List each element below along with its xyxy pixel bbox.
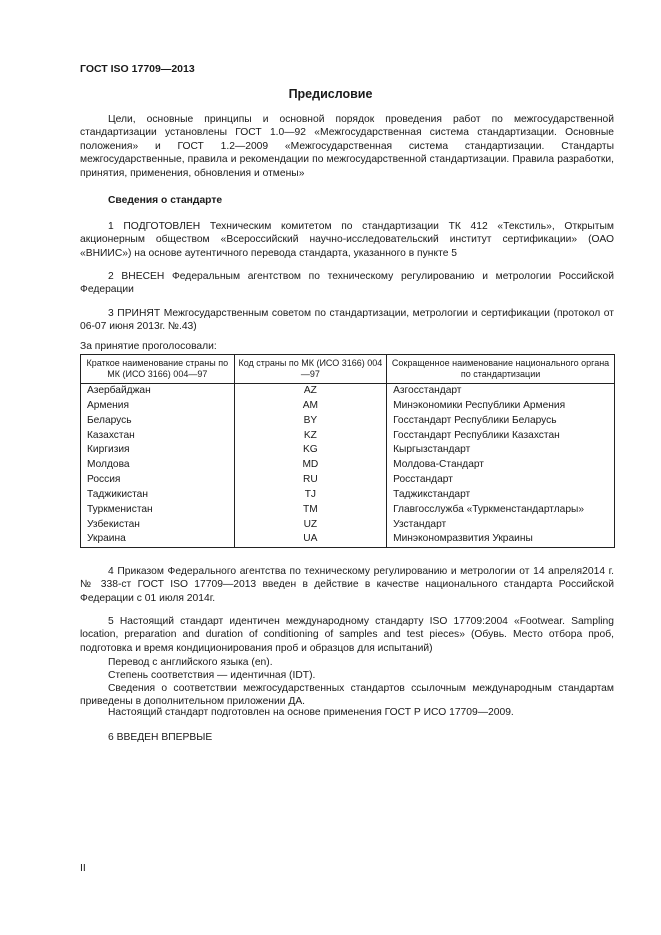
item-5-translation-note: Перевод с английского языка (en). — [108, 657, 273, 668]
standards-body: Госстандарт Республики Казахстан — [387, 429, 615, 444]
country-code: AM — [234, 399, 386, 414]
table-row — [81, 399, 615, 414]
page-title: Предисловие — [288, 87, 373, 101]
standards-body: Минэкономики Республики Армения — [387, 399, 615, 414]
country-code: BY — [234, 414, 386, 429]
country-code: TJ — [234, 488, 386, 503]
country-name: Туркменистан — [81, 503, 235, 518]
table-row — [81, 429, 615, 444]
item-1-paragraph: 1 ПОДГОТОВЛЕН Техническим комитетом по стандартизации ТК 412 «Текстиль», Открытым акционерным обществом «Всероссийский научно-исследовательский институт сертификации» (ОАО «ВНИИС») на основе аутентичного перевода стандарта, указанного в пункте 5 — [80, 221, 614, 259]
header-country-code: Код страны по МК (ИСО 3166) 004—97 — [234, 355, 386, 384]
page-number: II — [80, 862, 86, 874]
header-country-name: Краткое наименование страны по МК (ИСО 3166) 004—97 — [81, 355, 235, 384]
section-heading: Сведения о стандарте — [108, 195, 223, 206]
table-row — [81, 503, 615, 518]
item-4-paragraph: 4 Приказом Федерального агентства по техническому регулированию и метрологии от 14 апреля2014 г. № 338-ст ГОСТ ISO 17709—2013 введен в действие в качестве национального стандарта Российской Федерации с 01 июля 2014г. — [80, 566, 614, 604]
table-row — [81, 443, 615, 458]
standards-body: Узстандарт — [387, 518, 615, 533]
item-5-paragraph: 5 Настоящий стандарт идентичен международному стандарту ISO 17709:2004 «Footwear. Sampling location, preparation and duration of conditioning of samples and test pieces» (Обувь. Место отбора проб, подготовка и время кондиционирования проб и образцов для испытаний) — [80, 616, 614, 654]
standards-body: Росстандарт — [387, 473, 615, 488]
item-5-references-note: Сведения о соответствии межгосударственных стандартов ссылочным международным стандартам приведены в дополнительном приложении ДА. — [80, 683, 614, 708]
intro-paragraph: Цели, основные принципы и основной порядок проведения работ по межгосударственной стандартизации установлены ГОСТ 1.0—92 «Межгосударственная система стандартизации. Основные положения» и ГОСТ 1.2—2009 «Межгосударственная система стандартизации. Стандарты межгосударственные, правила и рекомендации по межгосударственной стандартизации. Правила разработки, принятия, применения, обновления и отмены» — [80, 114, 614, 179]
table-header-row — [81, 355, 615, 384]
country-name: Азербайджан — [81, 384, 235, 399]
voting-countries-table — [80, 354, 615, 548]
header-standards-body: Сокращенное наименование национального органа по стандартизации — [387, 355, 615, 384]
document-code-header: ГОСТ ISO 17709—2013 — [80, 63, 195, 75]
country-name: Казахстан — [81, 429, 235, 444]
country-code: RU — [234, 473, 386, 488]
standards-body: Кыргызстандарт — [387, 443, 615, 458]
table-row — [81, 414, 615, 429]
table-row — [81, 458, 615, 473]
country-name: Украина — [81, 532, 235, 547]
standards-body: Главгосслужба «Туркменстандартлары» — [387, 503, 615, 518]
standards-body: Таджикстандарт — [387, 488, 615, 503]
standards-body: Госстандарт Республики Беларусь — [387, 414, 615, 429]
item-6-paragraph: 6 ВВЕДЕН ВПЕРВЫЕ — [108, 732, 213, 743]
country-name: Узбекистан — [81, 518, 235, 533]
country-name: Молдова — [81, 458, 235, 473]
country-code: TM — [234, 503, 386, 518]
country-code: UA — [234, 532, 386, 547]
country-code: KZ — [234, 429, 386, 444]
item-3-paragraph: 3 ПРИНЯТ Межгосударственным советом по стандартизации, метрологии и сертификации (протокол от 06-07 июня 2013г. №.43) — [80, 308, 614, 333]
country-code: MD — [234, 458, 386, 473]
standards-body: Молдова-Стандарт — [387, 458, 615, 473]
table-row — [81, 488, 615, 503]
table-caption: За принятие проголосовали: — [80, 341, 217, 352]
country-code: KG — [234, 443, 386, 458]
table-row — [81, 518, 615, 533]
item-2-paragraph: 2 ВНЕСЕН Федеральным агентством по техническому регулированию и метрологии Российской Федерации — [80, 271, 614, 296]
country-code: AZ — [234, 384, 386, 399]
country-name: Таджикистан — [81, 488, 235, 503]
country-name: Россия — [81, 473, 235, 488]
country-name: Армения — [81, 399, 235, 414]
standards-body: Минэкономразвития Украины — [387, 532, 615, 547]
country-name: Беларусь — [81, 414, 235, 429]
table-row — [81, 384, 615, 399]
country-name: Киргизия — [81, 443, 235, 458]
item-5-conformity-degree: Степень соответствия — идентичная (IDT). — [108, 670, 316, 681]
table-row — [81, 532, 615, 547]
country-code: UZ — [234, 518, 386, 533]
standards-body: Азгосстандарт — [387, 384, 615, 399]
item-5-basis-note: Настоящий стандарт подготовлен на основе применения ГОСТ Р ИСО 17709—2009. — [108, 707, 514, 718]
table-row — [81, 473, 615, 488]
